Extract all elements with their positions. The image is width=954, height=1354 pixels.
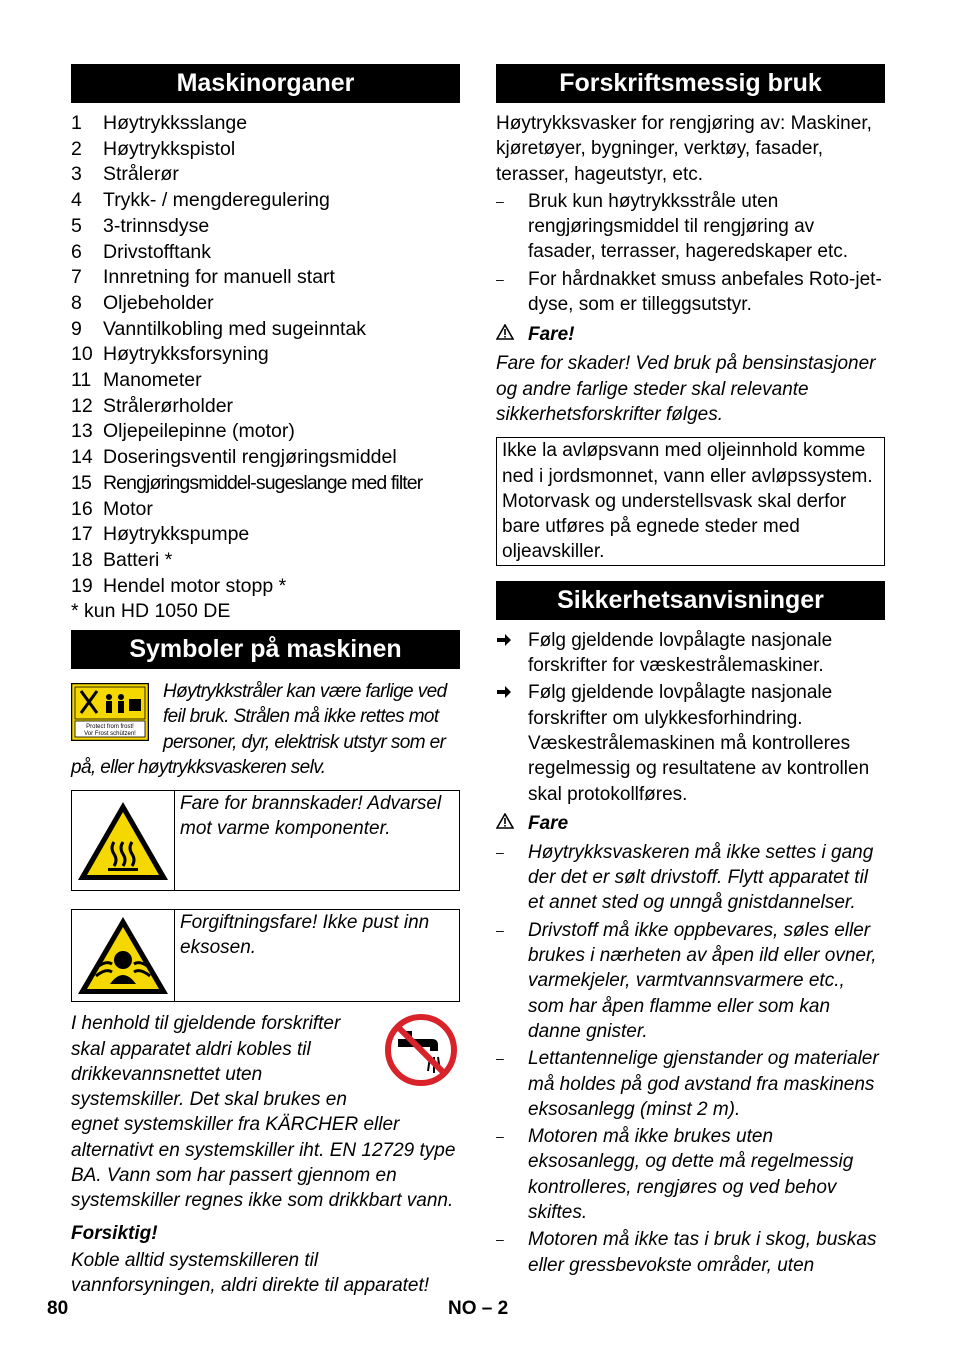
caution-heading: Forsiktig! <box>71 1222 158 1244</box>
list-item <box>71 368 460 394</box>
oil-water-box: Ikke la avløpsvann med oljeinnhold komme ned i jordsmonnet, vann eller avløpssystem. Motorvask og understellsvask skal derfor bare utføres på egnede steder med oljeavskiller. <box>496 437 885 565</box>
list-item <box>71 265 460 291</box>
item-label: 3-trinnsdyse <box>103 214 210 237</box>
section-heading-sikkerhet: Sikkerhetsanvisninger <box>496 581 885 620</box>
list-item <box>71 317 460 343</box>
no-drinking-water-symbol <box>384 1013 458 1087</box>
item-label: Høytrykkspistol <box>103 137 236 160</box>
list-item-text: For hårdnakket smuss anbefales Roto-jet-dyse, som er tilleggsutstyr. <box>528 268 882 316</box>
list-item <box>496 918 885 1044</box>
use-list <box>496 189 885 317</box>
list-item <box>71 574 460 600</box>
safety-list <box>496 628 885 807</box>
list-item <box>496 1046 885 1122</box>
item-number: 10 <box>71 343 93 366</box>
list-item <box>496 680 885 806</box>
item-label: Vanntilkobling med sugeinntak <box>103 317 367 340</box>
list-item-text: Motoren må ikke brukes uten eksosanlegg, og dette må regelmessig kontrolleres, rengjøres og ved behov skiftes. <box>528 1126 854 1223</box>
item-number: 3 <box>71 163 82 186</box>
item-number: 9 <box>71 317 82 340</box>
item-label: Innretning for manuell start <box>103 266 335 289</box>
list-item-text: Motoren må ikke tas i bruk i skog, buskas eller gressbevokste områder, uten <box>528 1229 877 1276</box>
list-item-text: Følg gjeldende lovpålagte nasjonale forskrifter om ulykkesforhindring. Væskestrålemaskinen må kontrolleres regelmessig og resultatene av kontrollen skal protokollføres. <box>528 682 870 805</box>
high-pressure-warning-icon <box>71 683 149 741</box>
section-heading-forskriftsmessig: Forskriftsmessig bruk <box>496 64 885 103</box>
caution-text: Koble alltid systemskilleren til vannforsyningen, aldri direkte til apparatet! <box>71 1249 430 1297</box>
parts-list <box>71 111 460 599</box>
symbol-hot-text: Fare for brannskader! Advarsel mot varme komponenter. <box>180 793 442 840</box>
sticker-text-1: Protect from frost! <box>86 724 134 731</box>
danger2-list <box>496 840 885 1278</box>
dash-marker: – <box>496 843 504 860</box>
list-item-text: Drivstoff må ikke oppbevares, søles eller brukes i nærheten av åpen ild eller ovner, varmekjeler, varmtvannsvarmere etc., som har åpen flamme eller som kan danne gnister. <box>528 919 877 1042</box>
list-item-text: Følg gjeldende lovpålagte nasjonale forskrifter for væskestrålemaskiner. <box>528 629 833 677</box>
list-item <box>71 497 460 523</box>
list-item <box>71 240 460 266</box>
list-item-text: Lettantennelige gjenstander og materialer må holdes på god avstand fra maskinens eksosanlegg (minst 2 m). <box>528 1048 879 1120</box>
list-item <box>71 548 460 574</box>
dash-marker: – <box>496 270 504 287</box>
symbol-row-poison <box>71 909 460 1002</box>
item-number: 8 <box>71 291 82 314</box>
warning-triangle-icon <box>496 322 528 347</box>
item-number: 13 <box>71 420 93 443</box>
dash-marker: – <box>496 1128 504 1145</box>
item-number: 12 <box>71 394 93 417</box>
item-label: Strålerør <box>103 163 179 186</box>
dash-marker: – <box>496 192 504 209</box>
item-label: Motor <box>103 497 153 520</box>
dash-marker: – <box>496 1231 504 1248</box>
list-item <box>71 111 460 137</box>
item-number: 4 <box>71 189 82 212</box>
item-label: Høytrykksforsyning <box>103 343 269 366</box>
item-label: Hendel motor stopp * <box>103 574 287 597</box>
left-column <box>71 64 460 1299</box>
list-item <box>71 162 460 188</box>
item-label: Oljebeholder <box>103 291 214 314</box>
use-intro: Høytrykksvasker for rengjøring av: Maskiner, kjøretøyer, bygninger, verktøy, fasader, terasser, hageutstyr, etc. <box>496 113 872 185</box>
arrow-right-icon <box>496 680 528 806</box>
item-label: Rengjøringsmiddel-sugeslange med filter <box>103 471 423 494</box>
item-label: Trykk- / mengderegulering <box>103 189 330 212</box>
danger-heading <box>496 322 885 347</box>
dash-marker: – <box>496 921 504 938</box>
hot-surface-icon <box>74 797 172 885</box>
symbol-row-hot <box>71 790 460 891</box>
item-label: Batteri * <box>103 548 173 571</box>
item-label: Oljepeilepinne (motor) <box>103 420 295 443</box>
item-number: 7 <box>71 266 82 289</box>
poison-gas-icon <box>74 914 172 998</box>
symbol-intro-text: Høytrykkstråler kan være farlige ved feil bruk. Strålen må ikke rettes mot personer, dyr, elektrisk utstyr som er på, eller høytrykksvaskeren selv. <box>71 681 447 778</box>
list-item <box>496 840 885 916</box>
item-number: 17 <box>71 523 93 546</box>
list-item <box>71 188 460 214</box>
item-number: 5 <box>71 214 82 237</box>
item-label: Manometer <box>103 369 202 392</box>
list-item <box>71 137 460 163</box>
list-item <box>496 1124 885 1225</box>
section-heading-maskinorganer: Maskinorganer <box>71 64 460 103</box>
hot-surface-symbol <box>72 791 175 890</box>
item-label: Høytrykksslange <box>103 112 248 134</box>
item-number: 1 <box>71 112 82 134</box>
item-number: 6 <box>71 240 82 263</box>
danger-text: Fare for skader! Ved bruk på bensinstasjoner og andre farlige steder skal relevante sikkerhetsforskrifter følges. <box>496 353 876 425</box>
arrow-right-icon <box>496 628 528 679</box>
danger2-heading-text: Fare <box>528 812 569 834</box>
footnote: * kun HD 1050 DE <box>71 600 231 623</box>
high-pressure-sticker <box>71 683 149 741</box>
list-item <box>71 394 460 420</box>
item-number: 19 <box>71 574 93 597</box>
dash-marker: – <box>496 1050 504 1067</box>
list-item <box>71 471 460 497</box>
list-item <box>71 522 460 548</box>
sticker-text-2: Vor Frost schützen! <box>84 731 136 738</box>
list-item <box>496 1227 885 1278</box>
item-label: Drivstofftank <box>103 240 212 263</box>
item-label: Strålerørholder <box>103 394 234 417</box>
danger-heading-text: Fare! <box>528 324 575 346</box>
section-heading-symboler: Symboler på maskinen <box>71 630 460 669</box>
water-text: I henhold til gjeldende forskrifter skal apparatet aldri kobles til drikkevannsnettet uten systemskiller. Det skal brukes en egnet systemskiller fra KÄRCHER eller alternativt en systemskiller iht. EN 12729 type BA. Vann som har passert gjennom en systemskiller regnes ikke som drikkbart vann. <box>71 1013 456 1212</box>
list-item <box>496 189 885 265</box>
list-item <box>71 419 460 445</box>
symbol-intro-block <box>71 679 460 780</box>
symbol-poison-text: Forgiftningsfare! Ikke pust inn eksosen. <box>180 912 430 959</box>
list-item <box>71 342 460 368</box>
list-item-text: Høytrykksvaskeren må ikke settes i gang der det er sølt drivstoff. Flytt apparatet til et annet sted og unngå gnistdannelser. <box>528 841 874 914</box>
danger2-heading <box>496 811 885 836</box>
list-item-text: Bruk kun høytrykksstråle uten rengjøringsmiddel til rengjøring av fasader, terrasser, hageredskaper etc. <box>528 190 849 263</box>
poison-gas-symbol <box>72 910 175 1001</box>
right-column <box>496 64 885 1278</box>
item-number: 16 <box>71 497 93 520</box>
warning-triangle-icon <box>496 811 528 836</box>
list-item <box>496 628 885 679</box>
item-number: 11 <box>71 369 92 392</box>
item-label: Doseringsventil rengjøringsmiddel <box>103 446 397 469</box>
item-label: Høytrykkspumpe <box>103 523 250 546</box>
item-number: 2 <box>71 137 82 160</box>
no-drinking-water-icon <box>384 1013 458 1087</box>
list-item <box>71 214 460 240</box>
page-label: NO – 2 <box>448 1298 509 1319</box>
list-item <box>496 267 885 318</box>
list-item <box>71 445 460 471</box>
page-number: 80 <box>47 1298 69 1319</box>
item-number: 15 <box>71 471 91 494</box>
list-item <box>71 291 460 317</box>
water-block <box>71 1011 460 1213</box>
item-number: 14 <box>71 446 93 469</box>
item-number: 18 <box>71 548 93 571</box>
